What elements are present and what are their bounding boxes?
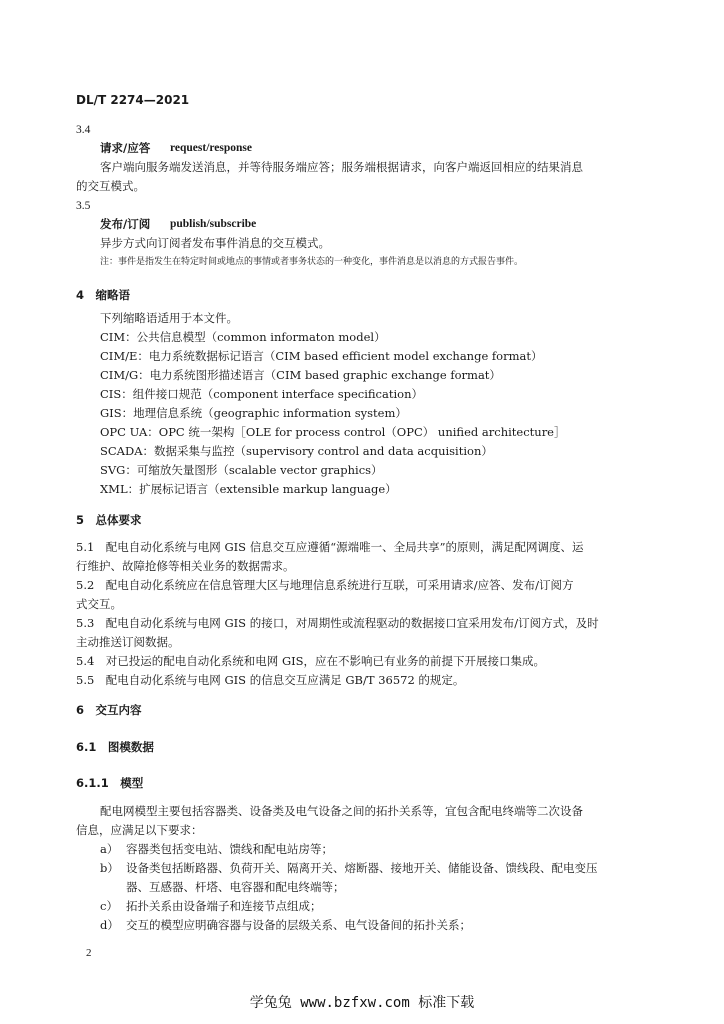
clause-5-1-cont: 行维护、故障抢修等相关业务的数据需求。 [76, 559, 295, 573]
doc-id-header: DL/T 2274—2021 [76, 93, 190, 107]
clause-3-5-term-en: publish/subscribe [170, 218, 257, 230]
section-6-heading: 6 交互内容 [76, 703, 142, 717]
clause-3-5-number: 3.5 [76, 200, 91, 212]
clause-3-5-term-cn: 发布/订阅 [100, 217, 151, 231]
section-6-1-1-paragraph: 配电网模型主要包括容器类、设备类及电气设备之间的拓扑关系等，宜包含配电终端等二次设备 [100, 804, 583, 818]
clause-5-3: 5.3 配电自动化系统与电网 GIS 的接口，对周期性或流程驱动的数据接口宜采用发布/订阅方式，及时 [76, 616, 599, 630]
list-item-marker: a） [100, 842, 119, 856]
clause-3-4-term-cn: 请求/应答 [100, 141, 151, 155]
abbreviation-item: CIM/G：电力系统图形描述语言（CIM based graphic exchange format） [100, 368, 501, 382]
clause-3-4-definition-cont: 的交互模式。 [76, 179, 145, 193]
list-item-cont: 器、互感器、杆塔、电容器和配电终端等； [126, 880, 345, 894]
abbreviation-item: CIM：公共信息模型（common informaton model） [100, 330, 386, 344]
list-item: 交互的模型应明确容器与设备的层级关系、电气设备间的拓扑关系； [126, 918, 471, 932]
watermark-footer: 学兔兔 www.bzfxw.com 标准下载 [249, 995, 475, 1011]
section-4-intro: 下列缩略语适用于本文件。 [100, 311, 238, 325]
clause-5-2: 5.2 配电自动化系统应在信息管理大区与地理信息系统进行互联，可采用请求/应答、发布/订阅方 [76, 578, 574, 592]
clause-5-4: 5.4 对已投运的配电自动化系统和电网 GIS，应在不影响已有业务的前提下开展接口集成。 [76, 654, 546, 668]
list-item-marker: b） [100, 861, 119, 875]
clause-5-1: 5.1 配电自动化系统与电网 GIS 信息交互应遵循“源端唯一、全局共享”的原则，满足配网调度、运 [76, 540, 584, 554]
abbreviation-item: SCADA：数据采集与监控（supervisory control and data acquisition） [100, 444, 493, 458]
clause-3-4-definition: 客户端向服务端发送消息，并等待服务端应答；服务端根据请求，向客户端返回相应的结果消息 [100, 160, 583, 174]
list-item: 设备类包括断路器、负荷开关、隔离开关、熔断器、接地开关、储能设备、馈线段、配电变压 [126, 861, 598, 875]
abbreviation-item: OPC UA：OPC 统一架构［OLE for process control（OPC） unified architecture］ [100, 425, 566, 439]
clause-3-5-definition: 异步方式向订阅者发布事件消息的交互模式。 [100, 236, 330, 250]
section-6-1-1-heading: 6.1.1 模型 [76, 776, 144, 790]
section-4-heading: 4 缩略语 [76, 288, 131, 302]
abbreviation-item: SVG：可缩放矢量图形（scalable vector graphics） [100, 463, 383, 477]
clause-3-4-term-en: request/response [170, 142, 252, 154]
clause-5-5: 5.5 配电自动化系统与电网 GIS 的信息交互应满足 GB/T 36572 的规定。 [76, 673, 465, 687]
page-number: 2 [86, 947, 92, 959]
abbreviation-item: CIM/E：电力系统数据标记语言（CIM based efficient model exchange format） [100, 349, 543, 363]
section-6-1-1-paragraph-cont: 信息，应满足以下要求： [76, 823, 203, 837]
clause-5-3-cont: 主动推送订阅数据。 [76, 635, 180, 649]
section-6-1-heading: 6.1 图模数据 [76, 740, 154, 754]
clause-5-2-cont: 式交互。 [76, 597, 122, 611]
abbreviation-item: CIS：组件接口规范（component interface specification） [100, 387, 423, 401]
list-item: 拓扑关系由设备端子和连接节点组成； [126, 899, 322, 913]
section-5-heading: 5 总体要求 [76, 513, 142, 527]
abbreviation-item: XML：扩展标记语言（extensible markup language） [100, 482, 397, 496]
list-item-marker: c） [100, 899, 118, 913]
clause-3-5-note: 注：事件是指发生在特定时间或地点的事情或者事务状态的一种变化，事件消息是以消息的方式报告事件。 [100, 257, 524, 267]
list-item-marker: d） [100, 918, 119, 932]
abbreviation-item: GIS：地理信息系统（geographic information system） [100, 406, 407, 420]
clause-3-4-number: 3.4 [76, 124, 91, 136]
list-item: 容器类包括变电站、馈线和配电站房等； [126, 842, 333, 856]
